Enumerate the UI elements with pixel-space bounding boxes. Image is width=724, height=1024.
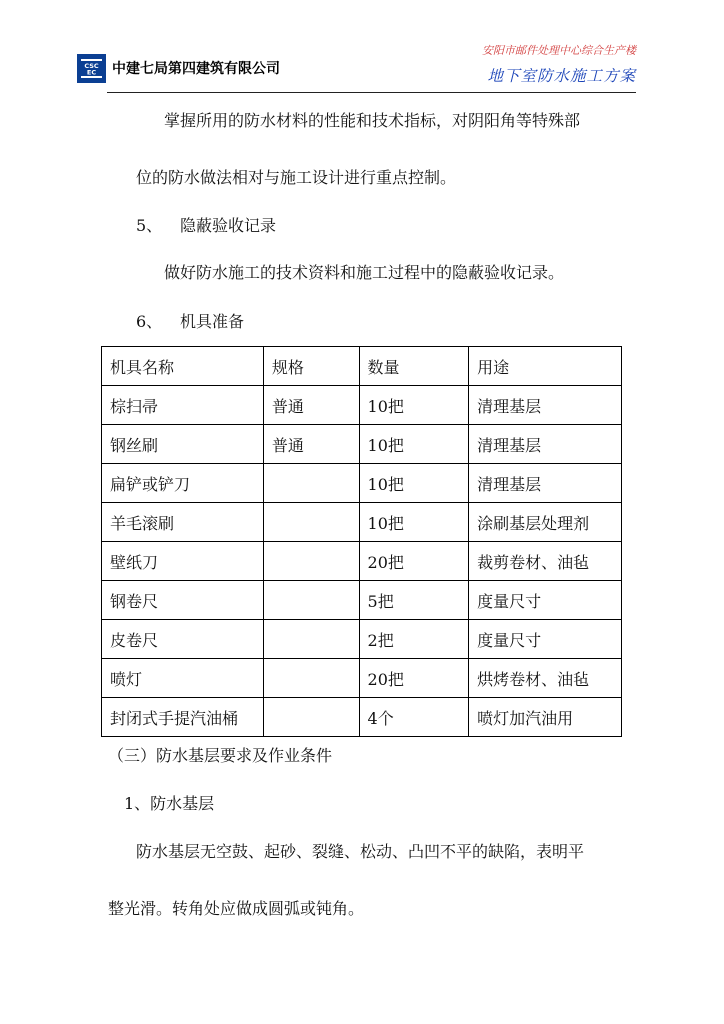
paragraph-line: 掌握所用的防水材料的性能和技术指标，对阴阳角等特殊部 [164,111,581,130]
table-cell: 20把 [359,542,469,581]
header-divider [107,92,636,93]
table-cell: 钢卷尺 [102,581,264,620]
paragraph-line: 做好防水施工的技术资料和施工过程中的隐蔽验收记录。 [164,263,565,282]
table-cell: 裁剪卷材、油毡 [469,542,622,581]
table-cell: 皮卷尺 [102,620,264,659]
paragraph-line: 位的防水做法相对与施工设计进行重点控制。 [136,168,457,187]
paragraph-line: 整光滑。转角处应做成圆弧或钝角。 [108,899,365,918]
table-cell: 度量尺寸 [469,620,622,659]
table-cell: 度量尺寸 [469,581,622,620]
table-row [102,464,622,503]
table-cell [263,620,359,659]
table-cell: 清理基层 [469,464,622,503]
column-header: 规格 [263,347,359,386]
column-header: 机具名称 [102,347,264,386]
table-cell: 羊毛滚刷 [102,503,264,542]
table-cell: 10把 [359,464,469,503]
table-cell: 5把 [359,581,469,620]
table-cell: 棕扫帚 [102,386,264,425]
table-cell: 普通 [263,386,359,425]
table-cell: 20把 [359,659,469,698]
table-row [102,620,622,659]
table-cell: 4个 [359,698,469,737]
table-cell: 清理基层 [469,386,622,425]
table-cell: 涂刷基层处理剂 [469,503,622,542]
column-header: 用途 [469,347,622,386]
table-row [102,581,622,620]
item-heading: 1、防水基层 [124,794,215,813]
table-cell: 普通 [263,425,359,464]
table-cell: 2把 [359,620,469,659]
table-cell: 喷灯加汽油用 [469,698,622,737]
svg-text:CSC: CSC [84,62,99,70]
table-row [102,659,622,698]
paragraph-line: 防水基层无空鼓、起砂、裂缝、松动、凸凹不平的缺陷，表明平 [136,842,585,861]
company-logo-icon [77,54,106,83]
table-cell: 钢丝刷 [102,425,264,464]
table-cell [263,581,359,620]
section-heading: 机具准备 [180,312,245,331]
company-name: 中建七局第四建筑有限公司 [112,61,280,77]
subsection-heading: （三）防水基层要求及作业条件 [108,746,333,765]
cscec-logo-icon [79,56,104,81]
table-cell: 10把 [359,425,469,464]
table-cell [263,503,359,542]
section-heading: 隐蔽验收记录 [180,216,277,235]
table-cell: 10把 [359,386,469,425]
table-cell: 10把 [359,503,469,542]
project-name: 安阳市邮件处理中心综合生产楼 [482,44,636,57]
tools-table [101,346,622,737]
page-header [0,0,724,96]
section-number: 6、 [136,312,163,331]
svg-text:EC: EC [86,68,97,77]
section-number: 5、 [136,216,163,235]
document-title: 地下室防水施工方案 [487,67,636,85]
table-cell: 烘烤卷材、油毡 [469,659,622,698]
table-row [102,386,622,425]
table-row [102,503,622,542]
table-row [102,542,622,581]
table-cell: 壁纸刀 [102,542,264,581]
table-header-row [102,347,622,386]
table-cell [263,542,359,581]
table-cell: 清理基层 [469,425,622,464]
table-cell: 封闭式手提汽油桶 [102,698,264,737]
table-cell [263,659,359,698]
table-cell: 喷灯 [102,659,264,698]
table-cell: 扁铲或铲刀 [102,464,264,503]
table-row [102,698,622,737]
table-cell [263,698,359,737]
table-cell [263,464,359,503]
table-row [102,425,622,464]
column-header: 数量 [359,347,469,386]
